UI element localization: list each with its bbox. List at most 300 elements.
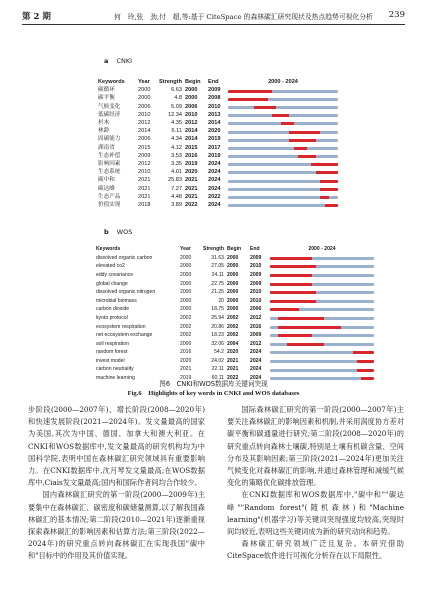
year-segment xyxy=(333,139,337,142)
keyword-cell: carbon dioxide xyxy=(96,306,130,313)
timeline-cell xyxy=(228,103,338,111)
begin-cell: 2021 xyxy=(185,193,198,200)
end-cell: 2024 xyxy=(250,357,262,364)
end-cell: 2020 xyxy=(208,128,221,135)
strength-cell: 4.48 xyxy=(171,193,182,200)
timeline-cell xyxy=(228,112,338,120)
timeline-cell xyxy=(228,128,338,136)
begin-cell: 2000 xyxy=(227,289,239,296)
year-cell: 2000 xyxy=(180,280,192,287)
end-cell: 2024 xyxy=(208,201,221,208)
keyword-cell: invest model xyxy=(96,357,125,364)
strength-cell: 32.06 xyxy=(211,340,224,347)
end-cell: 2006 xyxy=(250,306,262,313)
keyword-row xyxy=(98,103,338,111)
year-cell: 2009 xyxy=(138,152,151,159)
wos-burst-table xyxy=(96,246,374,383)
strength-cell: 4.01 xyxy=(171,169,182,176)
begin-cell: 2022 xyxy=(227,375,239,382)
burst-bar xyxy=(270,369,374,372)
begin-cell: 2020 xyxy=(227,349,239,356)
year-cell: 2000 xyxy=(138,87,151,94)
burst-bar xyxy=(228,204,338,207)
begin-header: Begin xyxy=(185,78,201,85)
end-cell: 2010 xyxy=(250,289,262,296)
strength-cell: 27.05 xyxy=(211,263,224,270)
year-segment xyxy=(370,274,374,277)
end-cell: 2019 xyxy=(208,152,221,159)
year-cell: 2000 xyxy=(180,263,192,270)
keyword-cell: net ecosystem exchange xyxy=(96,332,153,339)
keyword-cell: machine learning xyxy=(96,375,135,382)
year-cell: 2000 xyxy=(180,306,192,313)
keyword-row xyxy=(98,87,338,95)
burst-year-segment xyxy=(370,351,374,354)
burst-bar xyxy=(228,196,338,199)
keyword-row xyxy=(98,136,338,144)
end-cell: 2024 xyxy=(208,169,221,176)
end-cell: 2022 xyxy=(208,193,221,200)
burst-bar xyxy=(228,180,338,183)
year-cell: 2010 xyxy=(138,169,151,176)
strength-cell: 4.8 xyxy=(174,95,182,102)
issue-number: 第 2 期 xyxy=(22,12,51,22)
burst-bar xyxy=(270,351,374,354)
end-cell: 2024 xyxy=(250,366,262,373)
keyword-row xyxy=(96,314,374,323)
running-title: 何 玲,张 劲,付 超,等:基于 CiteSpace 的森林碳汇研究现状及热点趋势可视化分析 xyxy=(114,13,373,21)
keyword-row xyxy=(96,366,374,375)
strength-header: Strength xyxy=(203,246,224,253)
begin-cell: 2015 xyxy=(185,144,198,151)
strength-cell: 18.23 xyxy=(211,332,224,339)
year-segment xyxy=(370,283,374,286)
strength-header: Strength xyxy=(159,78,182,85)
header-rule xyxy=(22,24,405,25)
end-cell: 2017 xyxy=(208,144,221,151)
keyword-cell: 碳达峰 xyxy=(98,185,115,192)
panel-b-label xyxy=(104,228,132,236)
paragraph: 森林碳汇研究领域广泛且复杂。本研究借助CiteSpace软件进行可视化分析存在以下局限性。 xyxy=(227,539,404,561)
header-row xyxy=(96,246,374,254)
year-segment xyxy=(333,147,337,150)
end-cell: 2024 xyxy=(250,349,262,356)
year-cell: 2015 xyxy=(138,144,151,151)
strength-cell: 25.83 xyxy=(168,177,182,184)
year-cell: 2021 xyxy=(180,366,192,373)
timeline-cell xyxy=(228,136,338,144)
keyword-row xyxy=(96,254,374,263)
year-cell: 2021 xyxy=(138,177,151,184)
keyword-row xyxy=(96,340,374,349)
year-cell: 2018 xyxy=(138,201,151,208)
end-cell: 2024 xyxy=(208,177,221,184)
keyword-row xyxy=(98,193,338,201)
timeline-cell xyxy=(270,314,374,323)
begin-cell: 2000 xyxy=(185,87,198,94)
year-segment xyxy=(333,155,337,158)
year-cell: 2000 xyxy=(138,95,151,102)
burst-year-segment xyxy=(333,180,337,183)
strength-cell: 3.53 xyxy=(171,152,182,159)
strength-cell: 18.75 xyxy=(211,306,224,313)
strength-cell: 21.25 xyxy=(211,289,224,296)
timeline-cell xyxy=(270,331,374,340)
strength-cell: 6.11 xyxy=(171,128,182,135)
figure-caption-en: Fig.6 Highlights of key words in CNKI and WOS databases xyxy=(127,390,300,397)
year-segment xyxy=(333,196,337,199)
begin-cell: 2012 xyxy=(185,120,198,127)
begin-cell: 2021 xyxy=(185,177,198,184)
timeline-cell xyxy=(228,95,338,103)
end-cell: 2016 xyxy=(250,323,262,330)
keyword-row xyxy=(96,271,374,280)
burst-bar xyxy=(228,155,338,158)
begin-cell: 2006 xyxy=(185,103,198,110)
panel-a-source: CNKI xyxy=(116,57,133,65)
burst-bar xyxy=(228,114,338,117)
end-cell: 2009 xyxy=(208,87,221,94)
year-cell: 2002 xyxy=(180,314,192,321)
keyword-cell: random forest xyxy=(96,349,128,356)
year-cell: 2014 xyxy=(138,128,151,135)
keyword-cell: 固碳能力 xyxy=(98,136,121,143)
strength-cell: 25.94 xyxy=(211,314,224,321)
year-segment xyxy=(370,291,374,294)
end-cell: 2009 xyxy=(250,254,262,261)
keyword-row xyxy=(98,153,338,161)
timeline-cell xyxy=(228,177,338,185)
burst-bar xyxy=(228,106,338,109)
burst-year-segment xyxy=(370,360,374,363)
year-segment xyxy=(370,308,374,311)
burst-bar xyxy=(228,163,338,166)
begin-header: Begin xyxy=(227,246,242,253)
burst-year-segment xyxy=(333,163,337,166)
keyword-cell: 杉木 xyxy=(98,120,110,127)
keyword-cell: 碳循环 xyxy=(98,87,115,94)
end-cell: 2009 xyxy=(250,280,262,287)
year-segment xyxy=(370,343,374,346)
timeline-cell xyxy=(270,263,374,272)
keyword-row xyxy=(96,280,374,289)
burst-year-segment xyxy=(370,369,374,372)
year-segment xyxy=(333,122,337,125)
burst-bar xyxy=(228,171,338,174)
end-cell: 2012 xyxy=(250,314,262,321)
year-header: Year xyxy=(180,246,191,253)
end-cell: 2019 xyxy=(208,136,221,143)
burst-bar xyxy=(270,326,374,329)
timeline-cell xyxy=(270,271,374,280)
paragraph: 步阶段(2000—2007年)、增长阶段(2008—2020年)和快速发展阶段(2021—2024年)。发文量最高的国家为美国,其次为中国、德国、加拿大和澳大利亚。在CNKI和WOS数据库中,发文量最高的研究机构均为中国科学院,表明中国在森林碳汇研究领域具有重要影响力。在CNKI数据库中,沈月琴发文量最高;在WOS数据库中,Ciais发文量最高;国内和国际作者间均合作较少。 xyxy=(28,405,205,488)
burst-bar xyxy=(270,308,374,311)
keyword-row xyxy=(96,263,374,272)
keyword-cell: 生态补偿 xyxy=(98,152,121,159)
timeline-cell xyxy=(228,202,338,210)
panel-b-source: WOS xyxy=(116,228,133,236)
strength-cell: 20 xyxy=(218,297,224,304)
burst-bar xyxy=(270,334,374,337)
timeline-cell xyxy=(228,193,338,201)
begin-cell: 2014 xyxy=(185,136,198,143)
running-header xyxy=(22,10,405,24)
keyword-cell: 生态系统 xyxy=(98,169,121,176)
burst-bar xyxy=(228,139,338,142)
strength-cell: 24.02 xyxy=(211,357,224,364)
year-cell: 2012 xyxy=(138,120,151,127)
timeline-cell xyxy=(228,120,338,128)
timeline-cell xyxy=(270,340,374,349)
burst-bar xyxy=(270,317,374,320)
begin-cell: 2000 xyxy=(185,95,198,102)
strength-cell: 22.75 xyxy=(211,280,224,287)
keyword-cell: 低碳经济 xyxy=(98,111,121,118)
end-cell: 2013 xyxy=(208,111,221,118)
keyword-cell: 生态产品 xyxy=(98,193,121,200)
burst-bar xyxy=(270,257,374,260)
keyword-row xyxy=(96,288,374,297)
end-cell: 2012 xyxy=(250,340,262,347)
timeline-cell xyxy=(228,153,338,161)
timeline-cell xyxy=(228,161,338,169)
begin-cell: 2000 xyxy=(227,280,239,287)
year-segment xyxy=(333,98,337,101)
begin-cell: 2000 xyxy=(227,306,239,313)
year-cell: 2000 xyxy=(180,289,192,296)
end-cell: 2014 xyxy=(208,120,221,127)
strength-cell: 3.35 xyxy=(171,160,182,167)
begin-cell: 2022 xyxy=(185,201,198,208)
keyword-row xyxy=(98,120,338,128)
year-segment xyxy=(333,90,337,93)
keyword-cell: kyoto protocol xyxy=(96,314,128,321)
strength-cell: 6.63 xyxy=(171,87,182,94)
keyword-cell: global change xyxy=(96,280,128,287)
strength-cell: 4.34 xyxy=(171,136,182,143)
timeline-cell xyxy=(270,323,374,332)
keyword-cell: 价值实现 xyxy=(98,201,121,208)
keyword-cell: elevated co2 xyxy=(96,263,125,270)
timeline-cell xyxy=(270,306,374,315)
paragraph: 在CNKI数据库和WOS数据库中,"碳中和""碳达峰""Random forest"(随机森林)和"Machine learning"(机器学习)等关键词突现强度均较高,突现时间均较近,表明这些关键词成为新的研究动向和趋势。 xyxy=(227,490,404,537)
keywords-header: Keywords xyxy=(96,246,121,253)
year-cell: 2006 xyxy=(138,136,151,143)
keywords-header: Keywords xyxy=(98,78,125,85)
timeline-cell xyxy=(228,87,338,95)
strength-cell: 22.11 xyxy=(211,366,224,373)
year-cell: 2000 xyxy=(180,254,192,261)
strength-cell: 12.34 xyxy=(168,111,182,118)
year-segment xyxy=(333,106,337,109)
burst-bar xyxy=(270,291,374,294)
keyword-row xyxy=(98,128,338,136)
begin-cell: 2020 xyxy=(185,169,198,176)
timeline-cell xyxy=(270,357,374,366)
begin-cell: 2000 xyxy=(227,297,239,304)
keyword-cell: dissolved organic carbon xyxy=(96,254,153,261)
body-column-right xyxy=(227,404,404,563)
year-segment xyxy=(370,317,374,320)
burst-bar xyxy=(270,274,374,277)
keyword-row xyxy=(98,169,338,177)
year-cell: 2021 xyxy=(138,185,151,192)
year-cell: 2012 xyxy=(138,160,151,167)
year-cell: 2002 xyxy=(180,323,192,330)
burst-bar xyxy=(228,122,338,125)
end-cell: 2009 xyxy=(250,271,262,278)
end-cell: 2024 xyxy=(208,185,221,192)
burst-year-segment xyxy=(333,204,337,207)
year-cell: 2016 xyxy=(180,349,192,356)
begin-cell: 2002 xyxy=(227,332,239,339)
keyword-cell: 碳中和 xyxy=(98,177,115,184)
begin-cell: 2004 xyxy=(227,340,239,347)
strength-cell: 60.11 xyxy=(211,375,224,382)
begin-cell: 2021 xyxy=(227,366,239,373)
year-cell: 2000 xyxy=(180,271,192,278)
timeline-header: 2000 - 2024 xyxy=(308,246,336,253)
year-cell: 2000 xyxy=(180,340,192,347)
end-cell: 2024 xyxy=(208,160,221,167)
end-cell: 2008 xyxy=(208,95,221,102)
body-column-left xyxy=(28,404,205,563)
keyword-row xyxy=(98,112,338,120)
keyword-row xyxy=(98,161,338,169)
keyword-row xyxy=(96,349,374,358)
header-row xyxy=(98,78,338,87)
keyword-row xyxy=(96,331,374,340)
keyword-cell: microbial biomass xyxy=(96,297,137,304)
timeline-cell xyxy=(270,366,374,375)
begin-cell: 2000 xyxy=(227,254,239,261)
timeline-cell xyxy=(228,185,338,193)
panel-a-letter: a xyxy=(104,57,109,65)
year-cell: 2006 xyxy=(138,103,151,110)
strength-cell: 31.63 xyxy=(211,254,224,261)
keyword-cell: 林龄 xyxy=(98,128,110,135)
timeline-cell xyxy=(270,280,374,289)
figure-caption-cn: 图6 CNKI和WOS数据库关键词突现 xyxy=(159,380,268,388)
burst-bar xyxy=(228,90,338,93)
strength-cell: 3.89 xyxy=(171,201,182,208)
keyword-cell: 气候变化 xyxy=(98,103,121,110)
end-cell: 2010 xyxy=(250,263,262,270)
keyword-cell: eddy covariance xyxy=(96,271,134,278)
begin-cell: 2010 xyxy=(185,111,198,118)
burst-bar xyxy=(270,283,374,286)
begin-cell: 2000 xyxy=(227,271,239,278)
paragraph: 国内森林碳汇研究的第一阶段(2000—2009年)主要集中在森林碳汇、碳密度和碳储量测算,以了解我国森林碳汇的基本情况;第二阶段(2010—2021年)逐渐重视探索森林碳汇的影响因素和估算方法;第三阶段(2022—2024年)的研究重点转向森林碳汇在实现我国"碳中和"目标中的作用及其价值实现。 xyxy=(28,490,205,561)
year-cell: 2010 xyxy=(138,111,151,118)
burst-bar xyxy=(228,98,338,101)
burst-bar xyxy=(270,265,374,268)
year-segment xyxy=(370,257,374,260)
page-number: 239 xyxy=(388,10,405,20)
begin-cell: 2002 xyxy=(227,323,239,330)
timeline-cell xyxy=(270,254,374,263)
strength-cell: 24.11 xyxy=(211,271,224,278)
begin-cell: 2019 xyxy=(185,160,198,167)
keyword-row xyxy=(98,177,338,185)
begin-cell: 2021 xyxy=(227,357,239,364)
keyword-row xyxy=(96,323,374,332)
timeline-cell xyxy=(270,297,374,306)
year-segment xyxy=(370,265,374,268)
end-cell: 2009 xyxy=(250,332,262,339)
keyword-row xyxy=(98,185,338,193)
keyword-cell: soil respiration xyxy=(96,340,129,347)
keyword-row xyxy=(98,202,338,210)
paragraph: 国际森林碳汇研究的第一阶段(2000—2007年)主要关注森林碳汇的影响因素和机制,并采用涡度协方差对碳平衡和碳通量进行研究;第二阶段(2008—2020年)的研究重点转向森林土壤碳,特别是土壤有机碳含量、空间分布及其影响因素;第三阶段(2021—2024年)更加关注气候变化对森林碳汇的影响,并通过森林管理和减缓气候变化的策略优化碳排放管理。 xyxy=(227,405,404,488)
year-segment xyxy=(370,300,374,303)
strength-cell: 5.09 xyxy=(171,103,182,110)
cnki-burst-table xyxy=(98,78,338,210)
year-cell: 2002 xyxy=(180,332,192,339)
begin-cell: 2014 xyxy=(185,128,198,135)
end-header: End xyxy=(208,78,219,85)
timeline-header: 2000 - 2024 xyxy=(268,78,298,85)
burst-bar xyxy=(270,360,374,363)
keyword-row xyxy=(96,306,374,315)
keyword-cell: carbon neutrality xyxy=(96,366,134,373)
burst-bar xyxy=(270,300,374,303)
strength-cell: 54.2 xyxy=(214,349,224,356)
timeline-cell xyxy=(228,169,338,177)
end-header: End xyxy=(250,246,260,253)
burst-bar xyxy=(228,147,338,150)
keyword-cell: dissolved organic nitrogen xyxy=(96,289,156,296)
panel-b-letter: b xyxy=(104,228,109,236)
year-cell: 2019 xyxy=(180,375,192,382)
year-segment xyxy=(370,326,374,329)
strength-cell: 4.35 xyxy=(171,120,182,127)
burst-bar xyxy=(228,131,338,134)
begin-cell: 2002 xyxy=(227,314,239,321)
end-cell: 2010 xyxy=(208,103,221,110)
burst-bar xyxy=(228,188,338,191)
timeline-cell xyxy=(270,288,374,297)
keyword-cell: 影响因素 xyxy=(98,160,121,167)
keyword-row xyxy=(96,297,374,306)
year-cell: 2000 xyxy=(180,297,192,304)
timeline-cell xyxy=(270,349,374,358)
year-segment xyxy=(333,131,337,134)
strength-cell: 20.86 xyxy=(211,323,224,330)
begin-cell: 2016 xyxy=(185,152,198,159)
strength-cell: 4.12 xyxy=(171,144,182,151)
keyword-cell: ecosystem respiration xyxy=(96,323,146,330)
begin-cell: 2021 xyxy=(185,185,198,192)
end-cell: 2010 xyxy=(250,297,262,304)
keyword-cell: 湖南省 xyxy=(98,144,115,151)
keyword-row xyxy=(98,144,338,152)
end-cell: 2024 xyxy=(250,375,262,382)
strength-cell: 7.27 xyxy=(171,185,182,192)
begin-cell: 2000 xyxy=(227,263,239,270)
keyword-row xyxy=(98,95,338,103)
timeline-cell xyxy=(228,144,338,152)
burst-year-segment xyxy=(333,188,337,191)
year-cell: 2020 xyxy=(180,357,192,364)
keyword-cell: 碳平衡 xyxy=(98,95,115,102)
keyword-row xyxy=(96,357,374,366)
panel-a-label xyxy=(104,57,132,65)
burst-bar xyxy=(270,343,374,346)
year-segment xyxy=(333,114,337,117)
burst-year-segment xyxy=(333,171,337,174)
year-cell: 2021 xyxy=(138,193,151,200)
